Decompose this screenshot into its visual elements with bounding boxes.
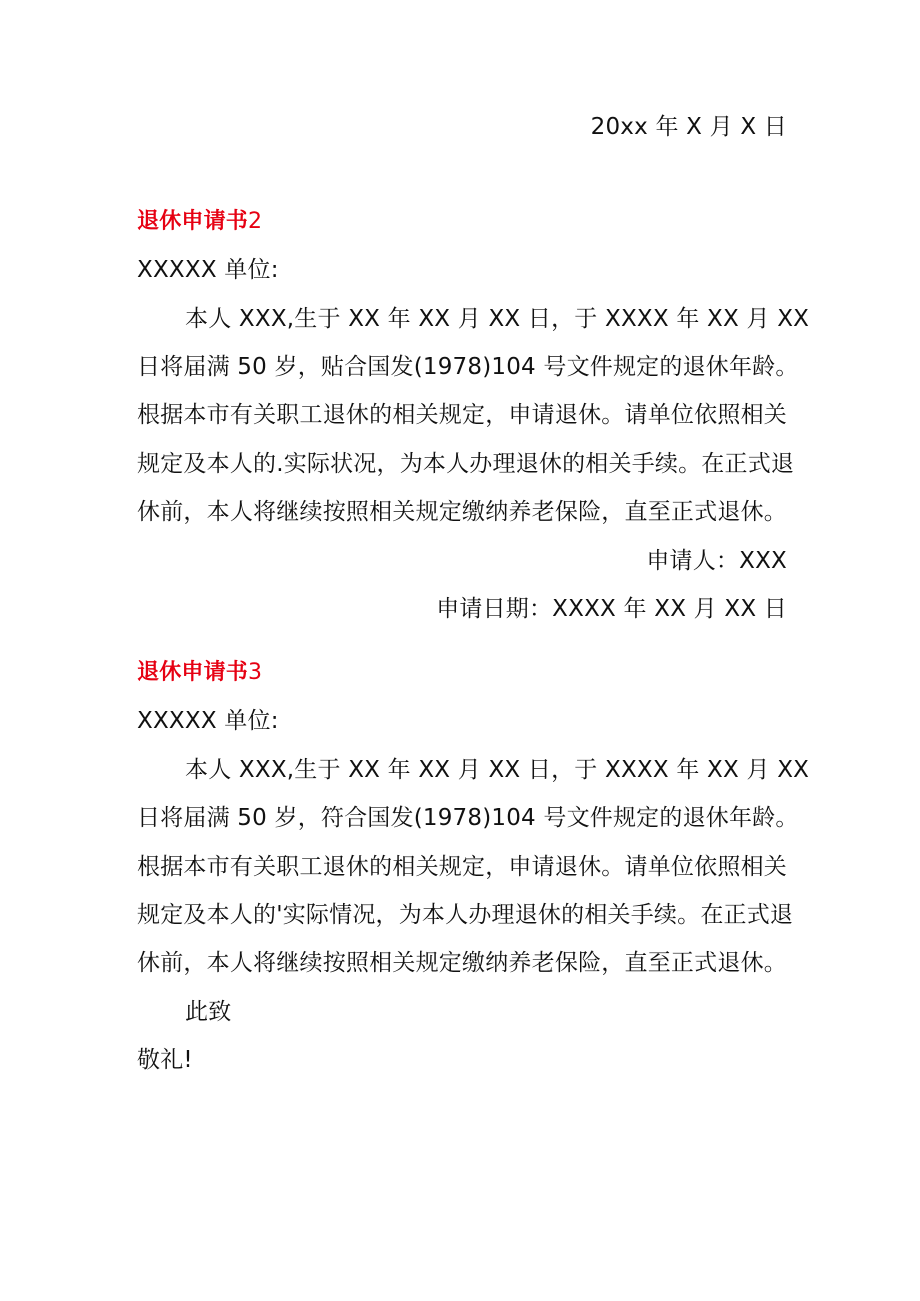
letter-2-body-line: 休前，本人将继续按照相关规定缴纳养老保险，直至正式退休。: [137, 499, 787, 525]
letter-3-body-line: 休前，本人将继续按照相关规定缴纳养老保险，直至正式退休。: [137, 950, 787, 976]
letter-2-body-line: 本人 XXX,生于 XX 年 XX 月 XX 日，于 XXXX 年 XX 月 XX: [185, 306, 810, 332]
letter-2-apply-date: 申请日期：XXXX 年 XX 月 XX 日: [436, 596, 787, 622]
letter-3-body-line: 日将届满 50 岁，符合国发(1978)104 号文件规定的退休年龄。: [137, 805, 799, 831]
letter-2-body-line: 根据本市有关职工退休的相关规定，申请退休。请单位依照相关: [137, 402, 787, 428]
letter-2-heading: [137, 207, 787, 237]
letter-3-closing-regards: 敬礼!: [137, 1047, 193, 1073]
letter-3-heading-text: 退休申请书: [137, 660, 249, 685]
letter-3-heading: [137, 658, 787, 688]
letter-2-applicant: 申请人：XXX: [646, 548, 787, 574]
letter-3-addressee: XXXXX 单位:: [137, 708, 279, 734]
letter-2-heading-text: 退休申请书: [137, 209, 249, 234]
letter-3-closing-salutation: 此致: [185, 999, 232, 1025]
letter-3-body-line: 规定及本人的'实际情况，为本人办理退休的相关手续。在正式退: [137, 902, 794, 928]
letter-2-heading-number: 2: [248, 209, 263, 234]
letter-3-body-line: 根据本市有关职工退休的相关规定，申请退休。请单位依照相关: [137, 854, 787, 880]
letter-2-addressee: XXXXX 单位:: [137, 257, 279, 283]
top-date: 20xx 年 X 月 X 日: [590, 114, 787, 140]
letter-2-body-line: 规定及本人的.实际状况，为本人办理退休的相关手续。在正式退: [137, 451, 795, 477]
letter-3-heading-number: 3: [248, 660, 263, 685]
letter-3-body-line: 本人 XXX,生于 XX 年 XX 月 XX 日，于 XXXX 年 XX 月 XX: [185, 757, 810, 783]
letter-2-body-line: 日将届满 50 岁，贴合国发(1978)104 号文件规定的退休年龄。: [137, 354, 799, 380]
